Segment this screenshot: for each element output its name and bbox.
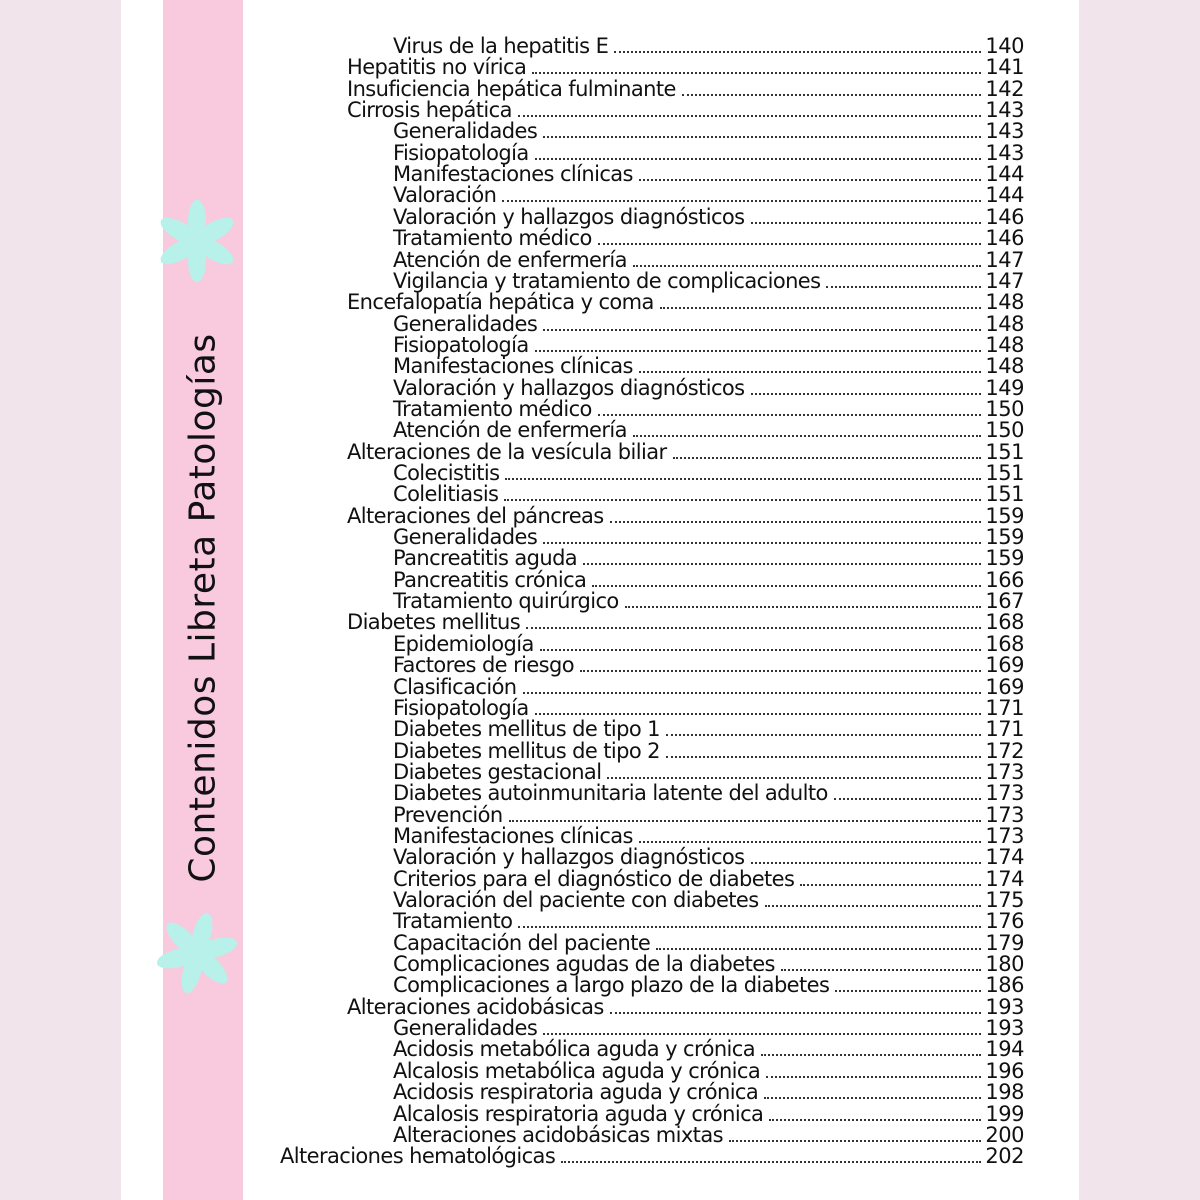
toc-entry-page: 150 [985, 418, 1024, 443]
toc-entry-page: 144 [985, 183, 1024, 208]
toc-entry-title: Tratamiento médico [393, 226, 592, 251]
toc-entry[interactable] [393, 953, 1024, 975]
toc-entry[interactable] [393, 718, 1024, 740]
toc-entry-page: 194 [985, 1037, 1024, 1062]
toc-entry-title: Fisiopatología [393, 332, 529, 357]
toc-entry-page: 150 [985, 396, 1024, 421]
dot-leader [673, 457, 982, 459]
dot-leader [751, 222, 982, 224]
toc-entry[interactable] [393, 1081, 1024, 1103]
toc-entry-title: Tratamiento médico [393, 396, 592, 421]
toc-entry-page: 141 [985, 55, 1024, 80]
toc-entry-page: 142 [985, 76, 1024, 101]
toc-entry[interactable] [393, 590, 1024, 612]
dot-leader [583, 563, 981, 565]
toc-entry[interactable] [393, 142, 1024, 164]
toc-entry-title: Generalidades [393, 311, 538, 336]
toc-entry-page: 148 [985, 332, 1024, 357]
toc-entry-page: 200 [985, 1122, 1024, 1147]
dot-leader [592, 585, 981, 587]
toc-entry-title: Alcalosis respiratoria aguda y crónica [393, 1101, 764, 1126]
toc-entry[interactable] [393, 206, 1024, 228]
toc-entry-page: 186 [985, 973, 1024, 998]
dot-leader [535, 713, 982, 715]
toc-entry-title: Manifestaciones clínicas [393, 823, 633, 848]
toc-entry-page: 174 [985, 845, 1024, 870]
toc-entry[interactable] [393, 184, 1024, 206]
toc-entry-page: 146 [985, 226, 1024, 251]
toc-entry[interactable] [393, 227, 1024, 249]
dot-leader [561, 1161, 981, 1163]
toc-entry-page: 198 [985, 1080, 1024, 1105]
toc-entry[interactable] [347, 78, 1024, 100]
dot-leader [580, 670, 981, 672]
flower-icon-top [152, 196, 242, 286]
toc-entry-page: 147 [985, 247, 1024, 272]
toc-entry-title: Manifestaciones clínicas [393, 354, 633, 379]
toc-entry-page: 196 [985, 1058, 1024, 1083]
dot-leader [625, 606, 982, 608]
toc-entry-title: Pancreatitis aguda [393, 546, 578, 571]
toc-entry[interactable] [393, 654, 1024, 676]
toc-entry-title: Alteraciones de la vesícula biliar [347, 439, 667, 464]
toc-entry[interactable] [393, 313, 1024, 335]
toc-entry-title: Tratamiento [393, 909, 513, 934]
toc-entry[interactable] [393, 889, 1024, 911]
toc-entry-title: Diabetes gestacional [393, 759, 602, 784]
toc-entry-page: 173 [985, 823, 1024, 848]
toc-entry-page: 143 [985, 140, 1024, 165]
toc-entry[interactable] [393, 868, 1024, 890]
toc-entry-page: 149 [985, 375, 1024, 400]
toc-entry-page: 148 [985, 354, 1024, 379]
toc-entry-title: Generalidades [393, 1016, 538, 1041]
dot-leader [523, 692, 982, 694]
dot-leader [765, 905, 982, 907]
toc-entry[interactable] [393, 697, 1024, 719]
toc-entry-page: 202 [985, 1144, 1024, 1169]
toc-entry-title: Valoración [393, 183, 497, 208]
toc-entry-page: 179 [985, 930, 1024, 955]
toc-entry-page: 180 [985, 952, 1024, 977]
dot-leader [633, 265, 981, 267]
toc-entry-page: 151 [985, 461, 1024, 485]
toc-entry[interactable] [393, 377, 1024, 399]
toc-entry-page: 174 [985, 866, 1024, 891]
dot-leader [656, 948, 981, 950]
dot-leader [607, 777, 981, 779]
toc-entry[interactable] [393, 910, 1024, 932]
toc-entry[interactable] [393, 462, 1024, 484]
toc-entry[interactable] [393, 355, 1024, 377]
toc-entry-title: Alteraciones del páncreas [347, 503, 604, 528]
toc-entry-title: Colecistitis [393, 461, 500, 485]
dot-leader [518, 115, 982, 117]
toc-entry[interactable] [347, 99, 1024, 121]
toc-entry-page: 140 [985, 34, 1024, 58]
toc-entry[interactable] [393, 782, 1024, 804]
dot-leader [518, 926, 981, 928]
toc-entry[interactable] [393, 569, 1024, 591]
toc-entry-page: 173 [985, 781, 1024, 806]
dot-leader [639, 371, 982, 373]
toc-entry[interactable] [393, 761, 1024, 783]
dot-leader [766, 1076, 981, 1078]
toc-entry-title: Criterios para el diagnóstico de diabetes [393, 866, 795, 891]
toc-entry[interactable] [347, 56, 1024, 78]
toc-entry-page: 147 [985, 268, 1024, 293]
toc-entry[interactable] [393, 334, 1024, 356]
toc-entry-title: Vigilancia y tratamiento de complicaciones [393, 268, 821, 293]
toc-entry[interactable] [393, 419, 1024, 441]
dot-leader [666, 734, 981, 736]
toc-entry-page: 193 [985, 1016, 1024, 1041]
dot-leader [751, 862, 982, 864]
dot-leader [610, 1012, 982, 1014]
toc-entry-page: 167 [985, 589, 1024, 614]
toc-entry-page: 151 [985, 439, 1024, 464]
toc-entry-page: 166 [985, 567, 1024, 592]
toc-entry-title: Generalidades [393, 525, 538, 550]
toc-entry-title: Encefalopatía hepática y coma [347, 290, 654, 315]
dot-leader [633, 435, 981, 437]
toc-entry-page: 171 [985, 717, 1024, 742]
toc-entry-title: Alteraciones hematológicas [280, 1144, 556, 1169]
toc-entry-page: 159 [985, 546, 1024, 571]
toc-entry[interactable] [393, 740, 1024, 762]
toc-entry-title: Pancreatitis crónica [393, 567, 587, 592]
dot-leader [682, 94, 982, 96]
toc-entry[interactable] [393, 1124, 1024, 1146]
toc-entry-title: Diabetes mellitus de tipo 1 [393, 717, 660, 742]
toc-entry[interactable] [393, 120, 1024, 142]
dot-leader [532, 72, 981, 74]
toc-entry-title: Diabetes mellitus de tipo 2 [393, 738, 660, 763]
dot-leader [751, 393, 982, 395]
toc-entry[interactable] [347, 441, 1024, 463]
toc-entry[interactable] [393, 1017, 1024, 1039]
toc-entry-title: Virus de la hepatitis E [393, 34, 609, 58]
toc-entry-title: Fisiopatología [393, 140, 529, 165]
toc-entry-title: Insuficiencia hepática fulminante [347, 76, 676, 101]
toc-entry-page: 148 [985, 311, 1024, 336]
dot-leader [543, 136, 981, 138]
toc-entry-page: 151 [985, 482, 1024, 507]
toc-entry[interactable] [393, 249, 1024, 271]
toc-entry-title: Tratamiento quirúrgico [393, 589, 619, 614]
toc-entry-title: Diabetes mellitus [347, 610, 521, 635]
toc-entry-page: 159 [985, 503, 1024, 528]
toc-entry-page: 173 [985, 759, 1024, 784]
toc-entry[interactable] [393, 676, 1024, 698]
toc-entry-title: Manifestaciones clínicas [393, 162, 633, 187]
toc-entry-title: Prevención [393, 802, 503, 827]
dot-leader [535, 158, 982, 160]
dot-leader [614, 51, 981, 53]
dot-leader [598, 243, 982, 245]
toc-entry-title: Alteraciones acidobásicas mixtas [393, 1122, 723, 1147]
dot-leader [543, 542, 981, 544]
toc-entry-title: Valoración del paciente con diabetes [393, 888, 759, 912]
toc-entry-title: Capacitación del paciente [393, 930, 651, 955]
toc-entry[interactable] [347, 611, 1024, 633]
toc-entry[interactable] [393, 1060, 1024, 1082]
toc-entry[interactable] [393, 547, 1024, 569]
dot-leader [504, 499, 981, 501]
toc-entry[interactable] [393, 398, 1024, 420]
toc-entry-title: Complicaciones a largo plazo de la diabetes [393, 973, 830, 998]
toc-entry-title: Acidosis respiratoria aguda y crónica [393, 1080, 759, 1105]
toc-entry-page: 176 [985, 909, 1024, 934]
toc-entry-title: Valoración y hallazgos diagnósticos [393, 204, 745, 229]
toc-entry-title: Acidosis metabólica aguda y crónica [393, 1037, 755, 1062]
toc-entry-page: 175 [985, 888, 1024, 912]
spine-title: Contenidos Libreta Patologías [182, 333, 224, 883]
toc-entry[interactable] [393, 270, 1024, 292]
dot-leader [502, 200, 981, 202]
toc-entry-page: 148 [985, 290, 1024, 315]
toc-entry-title: Complicaciones agudas de la diabetes [393, 952, 775, 977]
toc-entry[interactable] [393, 163, 1024, 185]
toc-entry-page: 173 [985, 802, 1024, 827]
toc-entry-page: 146 [985, 204, 1024, 229]
toc-entry-page: 159 [985, 525, 1024, 550]
toc-entry-page: 171 [985, 695, 1024, 720]
toc-entry[interactable] [393, 35, 1024, 57]
toc-entry[interactable] [393, 804, 1024, 826]
toc-entry-title: Atención de enfermería [393, 247, 627, 272]
toc-entry[interactable] [393, 825, 1024, 847]
toc-entry-title: Hepatitis no vírica [347, 55, 527, 80]
toc-entry-title: Diabetes autoinmunitaria latente del adulto [393, 781, 828, 806]
toc-entry[interactable] [393, 974, 1024, 996]
dot-leader [598, 414, 982, 416]
dot-leader [729, 1140, 981, 1142]
toc-entry[interactable] [347, 996, 1024, 1018]
toc-entry-page: 168 [985, 610, 1024, 635]
toc-entry-title: Generalidades [393, 119, 538, 144]
toc-entry-title: Alteraciones acidobásicas [347, 994, 604, 1019]
dot-leader [535, 350, 982, 352]
dot-leader [505, 478, 981, 480]
toc-entry-page: 169 [985, 653, 1024, 678]
toc-entry-title: Alcalosis metabólica aguda y crónica [393, 1058, 761, 1083]
toc-entry[interactable] [393, 1103, 1024, 1125]
toc-entry-title: Epidemiología [393, 631, 534, 656]
dot-leader [639, 841, 982, 843]
toc-entry-page: 193 [985, 994, 1024, 1019]
toc-entry-title: Factores de riesgo [393, 653, 574, 678]
dot-leader [543, 1033, 981, 1035]
dot-leader [543, 329, 981, 331]
toc-entry-title: Cirrosis hepática [347, 98, 512, 123]
toc-entry[interactable] [393, 483, 1024, 505]
dot-leader [526, 627, 981, 629]
dot-leader [826, 286, 981, 288]
toc-entry-title: Colelitiasis [393, 482, 499, 507]
toc-entry-page: 144 [985, 162, 1024, 187]
toc-entry-page: 169 [985, 674, 1024, 699]
dot-leader [509, 820, 982, 822]
dot-leader [540, 649, 982, 651]
flower-icon-bottom [152, 908, 242, 998]
toc-entry-page: 143 [985, 119, 1024, 144]
toc-entry[interactable] [393, 526, 1024, 548]
dot-leader [660, 307, 982, 309]
dot-leader [639, 179, 982, 181]
toc-entry[interactable] [393, 846, 1024, 868]
dot-leader [781, 969, 982, 971]
toc-entry-title: Clasificación [393, 674, 517, 699]
toc-entry-title: Fisiopatología [393, 695, 529, 720]
dot-leader [835, 990, 981, 992]
toc-entry[interactable] [347, 291, 1024, 313]
toc-entry-title: Atención de enfermería [393, 418, 627, 443]
dot-leader [764, 1097, 981, 1099]
toc-entry-page: 172 [985, 738, 1024, 763]
toc-entry-title: Valoración y hallazgos diagnósticos [393, 845, 745, 870]
toc-entry-title: Valoración y hallazgos diagnósticos [393, 375, 745, 400]
toc-entry[interactable] [393, 932, 1024, 954]
toc-entry-page: 199 [985, 1101, 1024, 1126]
toc-entry[interactable] [393, 633, 1024, 655]
toc-entry-page: 168 [985, 631, 1024, 656]
dot-leader [610, 521, 982, 523]
toc-entry[interactable] [347, 505, 1024, 527]
dot-leader [800, 884, 981, 886]
dot-leader [666, 756, 981, 758]
dot-leader [761, 1054, 981, 1056]
dot-leader [769, 1119, 981, 1121]
toc-entry[interactable] [280, 1145, 1024, 1167]
toc-entry-page: 143 [985, 98, 1024, 123]
toc-entry[interactable] [393, 1038, 1024, 1060]
dot-leader [834, 798, 982, 800]
